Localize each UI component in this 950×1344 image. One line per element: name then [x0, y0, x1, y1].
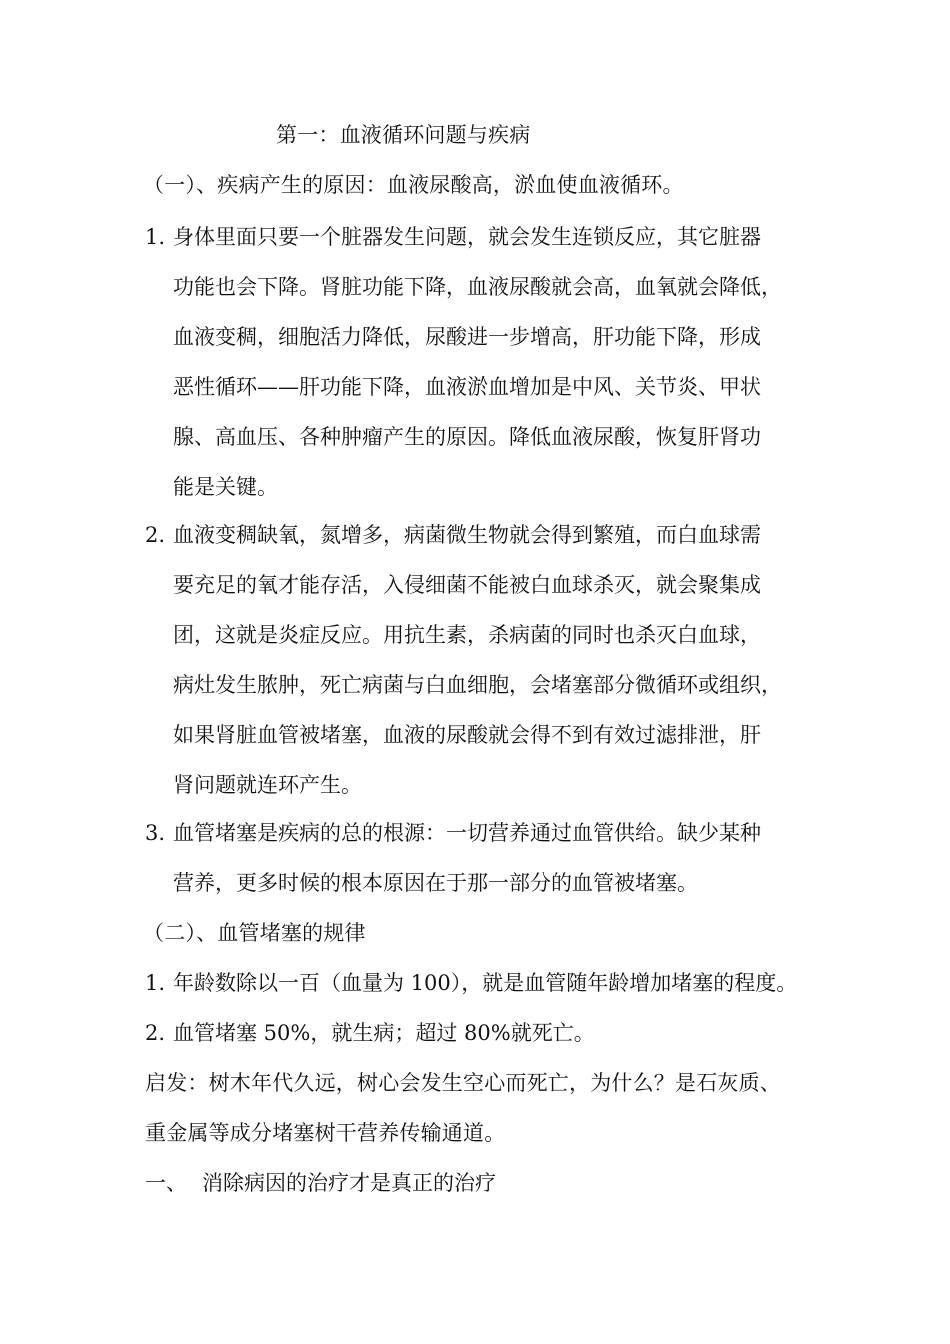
- item-line: 血液变稠缺氧，氮增多，病菌微生物就会得到繁殖，而白血球需: [173, 523, 761, 547]
- item-number: 1.: [145, 971, 166, 995]
- item-line: 病灶发生脓肿，死亡病菌与白血细胞，会堵塞部分微循环或组织，: [173, 673, 782, 697]
- section1-heading: （一）、疾病产生的原因：血液尿酸高，淤血使血液循环。: [143, 173, 684, 197]
- item-line: 血管堵塞 50%，就生病；超过 80%就死亡。: [173, 1021, 595, 1045]
- item-line: 要充足的氧才能存活，入侵细菌不能被白血球杀灭，就会聚集成: [173, 573, 761, 597]
- item-line: 团，这就是炎症反应。用抗生素，杀病菌的同时也杀灭白血球，: [173, 623, 761, 647]
- item-number: 1.: [145, 225, 166, 249]
- item-line: 能是关键。: [173, 475, 278, 499]
- item-line: 身体里面只要一个脏器发生问题，就会发生连锁反应，其它脏器: [173, 225, 761, 249]
- item-line: 恶性循环——肝功能下降，血液淤血增加是中风、关节炎、甲状: [173, 375, 761, 399]
- inspiration-line: 启发：树木年代久远，树心会发生空心而死亡，为什么？是石灰质、: [145, 1071, 781, 1095]
- item-line: 血管堵塞是疾病的总的根源：一切营养通过血管供给。缺少某种: [173, 821, 761, 845]
- item-line: 年龄数除以一百（血量为 100），就是血管随年龄增加堵塞的程度。: [173, 971, 798, 995]
- page-title: 第一：血液循环问题与疾病: [276, 123, 531, 147]
- item-line: 肾问题就连环产生。: [173, 773, 362, 797]
- item-line: 血液变稠，细胞活力降低，尿酸进一步增高，肝功能下降，形成: [173, 325, 761, 349]
- section2-heading: （二）、血管堵塞的规律: [143, 921, 366, 945]
- heading-text: 消除病因的治疗才是真正的治疗: [202, 1171, 496, 1195]
- item-line: 功能也会下降。肾脏功能下降，血液尿酸就会高，血氧就会降低，: [173, 275, 782, 299]
- inspiration-line: 重金属等成分堵塞树干营养传输通道。: [145, 1121, 506, 1145]
- item-line: 腺、高血压、各种肿瘤产生的原因。降低血液尿酸，恢复肝肾功: [173, 425, 761, 449]
- item-number: 2.: [145, 523, 166, 547]
- item-line: 营养，更多时候的根本原因在于那一部分的血管被堵塞。: [173, 871, 698, 895]
- heading-number: 一、: [145, 1171, 187, 1195]
- item-number: 3.: [145, 821, 166, 845]
- item-line: 如果肾脏血管被堵塞，血液的尿酸就会得不到有效过滤排泄，肝: [173, 723, 761, 747]
- item-number: 2.: [145, 1021, 166, 1045]
